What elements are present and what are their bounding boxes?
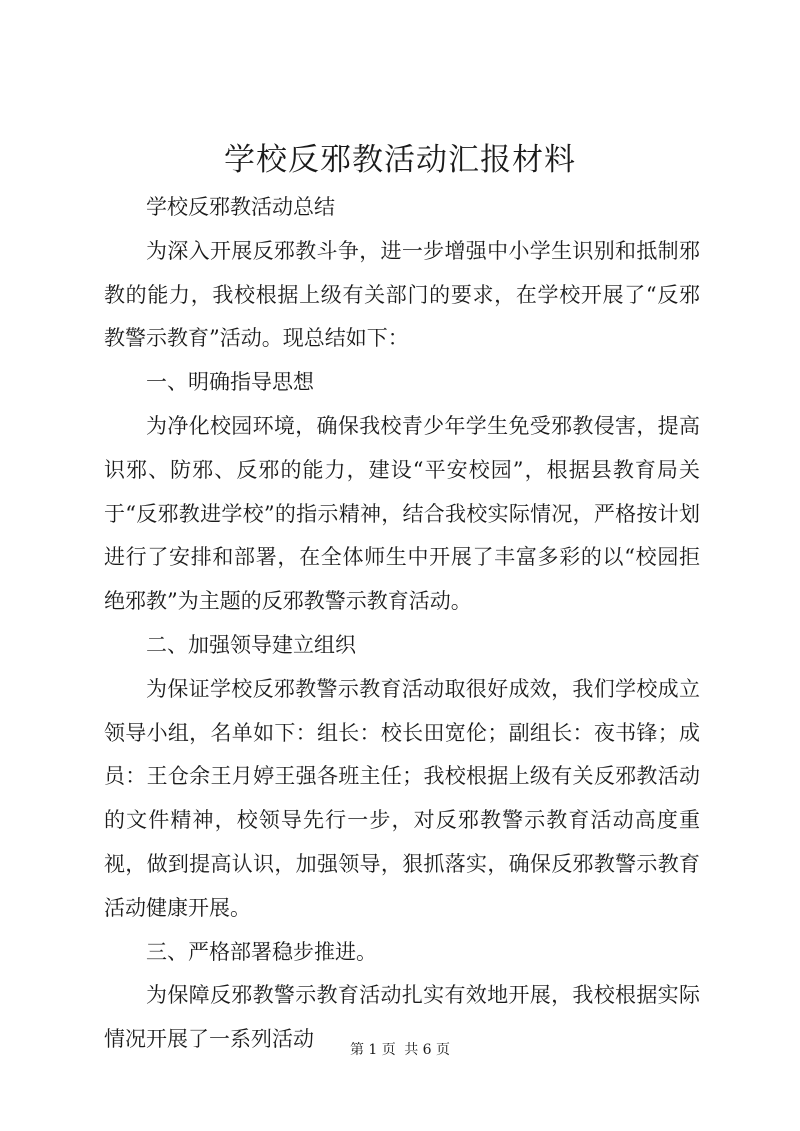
section-heading-1: 一、明确指导思想 [146,370,314,395]
document-body [104,186,700,1062]
section-heading-2: 二、加强领导建立组织 [146,632,356,657]
paragraph-section-2: 为保证学校反邪教警示教育活动取很好成效，我们学校成立领导小组，名单如下：组长：校长田宽伦；副组长：夜书锋；成员：王仓余王月婷王强各班主任；我校根据上级有关反邪教活动的文件精神，校领导先行一步，对反邪教警示教育活动高度重视，做到提高认识，加强领导，狠抓落实，确保反邪教警示教育活动健康开展。 [104,676,700,920]
page-footer [0,1040,800,1060]
page-total: 共 6 页 [404,1042,451,1058]
paragraph-intro: 为深入开展反邪教斗争，进一步增强中小学生识别和抵制邪教的能力，我校根据上级有关部门的要求，在学校开展了“反邪教警示教育”活动。现总结如下： [104,238,700,351]
section-heading-3: 三、严格部署稳步推进。 [146,939,377,964]
document-title: 学校反邪教活动汇报材料 [224,142,576,178]
paragraph-section-3: 为保障反邪教警示教育活动扎实有效地开展，我校根据实际情况开展了一系列活动 [104,983,700,1052]
paragraph-subtitle: 学校反邪教活动总结 [146,195,335,219]
paragraph-section-1: 为净化校园环境，确保我校青少年学生免受邪教侵害，提高识邪、防邪、反邪的能力，建设“平安校园”，根据县教育局关于“反邪教进学校”的指示精神，结合我校实际情况，严格按计划进行了安排和部署，在全体师生中开展了丰富多彩的以“校园拒绝邪教”为主题的反邪教警示教育活动。 [104,413,700,614]
page-number: 第 1 页 [349,1042,396,1058]
